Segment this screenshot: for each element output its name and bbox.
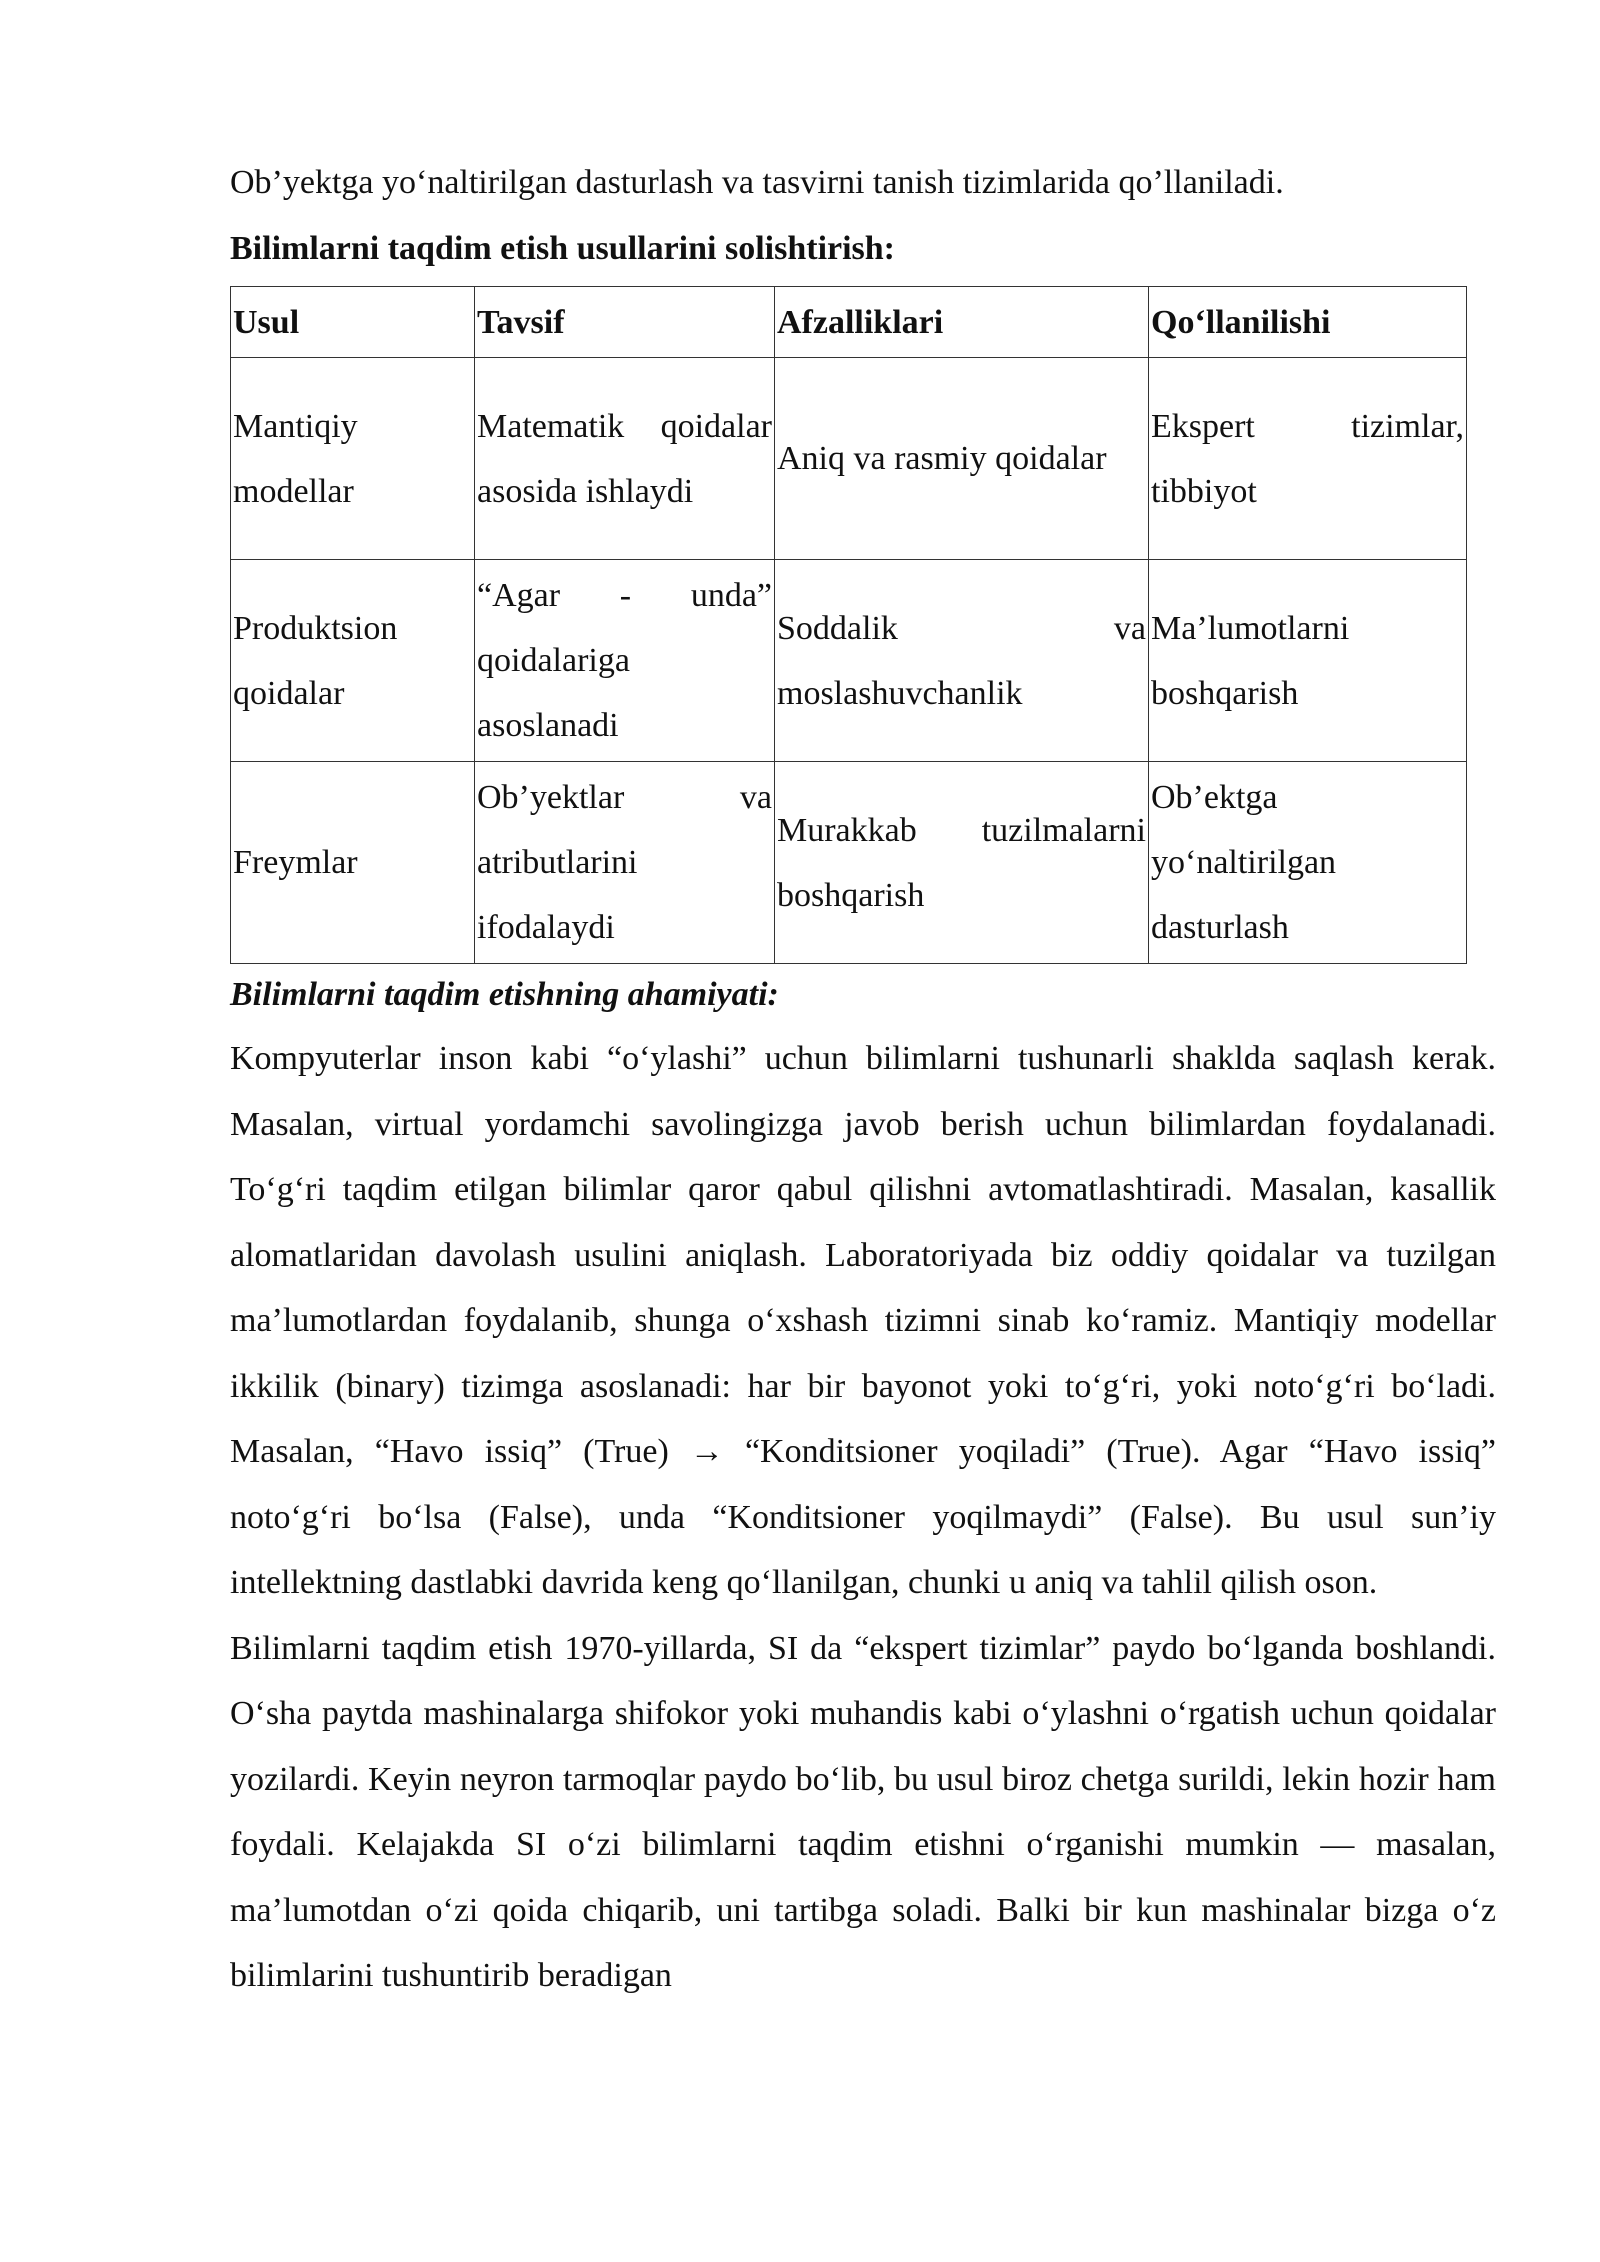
table-row xyxy=(231,560,1467,762)
header-tavsif: Tavsif xyxy=(475,287,775,358)
table-cell: Ekspert tizimlar, tibbiyot xyxy=(1149,358,1467,560)
table-cell: Matematik qoidalar asosida ishlaydi xyxy=(475,358,775,560)
table-cell: Ma’lumotlarni boshqarish xyxy=(1149,560,1467,762)
table-title: Bilimlarni taqdim etish usullarini solishtirish: xyxy=(230,230,896,267)
body-paragraph: Bilimlarni taqdim etish 1970-yillarda, SI da “ekspert tizimlar” paydo bo‘lganda boshlandi. O‘sha paytda mashinalarga shifokor yoki muhandis kabi o‘ylashni o‘rgatish uchun qoidalar yozilardi. Keyin neyron tarmoqlar paydo bo‘lib, bu usul biroz chetga surildi, lekin hozir ham foydali. Kelajakda SI o‘zi bilimlarni taqdim etishni o‘rganishi mumkin — masalan, ma’lumotdan o‘zi qoida chiqarib, uni tartibga soladi. Balki bir kun mashinalar bizga o‘z bilimlarini tushuntirib beradigan xyxy=(230,1629,1496,1994)
table-row xyxy=(231,762,1467,964)
table-cell: Mantiqiy modellar xyxy=(231,358,475,560)
table-cell: Freymlar xyxy=(231,762,475,964)
document-page xyxy=(230,150,1496,2009)
table-cell: Produktsion qoidalar xyxy=(231,560,475,762)
table-header-row xyxy=(231,287,1467,358)
header-usul: Usul xyxy=(231,287,475,358)
table-cell: Ob’yektlar va atributlarini ifodalaydi xyxy=(475,762,775,964)
section-heading: Bilimlarni taqdim etishning ahamiyati: xyxy=(230,976,779,1013)
table-cell: “Agar - unda” qoidalariga asoslanadi xyxy=(475,560,775,762)
table-cell: Soddalik va moslashuvchanlik xyxy=(775,560,1149,762)
comparison-table xyxy=(230,286,1467,964)
table-cell: Murakkab tuzilmalarni boshqarish xyxy=(775,762,1149,964)
intro-line: Ob’yektga yo‘naltirilgan dasturlash va tasvirni tanish tizimlarida qo’llaniladi. xyxy=(230,164,1284,201)
header-afzalliklari: Afzalliklari xyxy=(775,287,1149,358)
body-paragraph: Kompyuterlar inson kabi “o‘ylashi” uchun bilimlarni tushunarli shaklda saqlash kerak. Masalan, virtual yordamchi savolingizga javob berish uchun bilimlardan foydalanadi. To‘g‘ri taqdim etilgan bilimlar qaror qabul qilishni avtomatlashtiradi. Masalan, kasallik alomatlaridan davolash usulini aniqlash. Laboratoriyada biz oddiy qoidalar va tuzilgan ma’lumotlardan foydalanib, shunga o‘xshash tizimni sinab ko‘ramiz. Mantiqiy modellar ikkilik (binary) tizimga asoslanadi: har bir bayonot yoki to‘g‘ri, yoki noto‘g‘ri bo‘ladi. Masalan, “Havo issiq” (True) → “Konditsioner yoqiladi” (True). Agar “Havo issiq” noto‘g‘ri bo‘lsa (False), unda “Konditsioner yoqilmaydi” (False). Bu usul sun’iy intellektning dastlabki davrida keng qo‘llanilgan, chunki u aniq va tahlil qilish oson. xyxy=(230,1040,1496,1601)
table-cell: Ob’ektga yo‘naltirilgan dasturlash xyxy=(1149,762,1467,964)
table-cell: Aniq va rasmiy qoidalar xyxy=(775,358,1149,560)
header-qollanilishi: Qo‘llanilishi xyxy=(1149,287,1467,358)
table-row xyxy=(231,358,1467,560)
